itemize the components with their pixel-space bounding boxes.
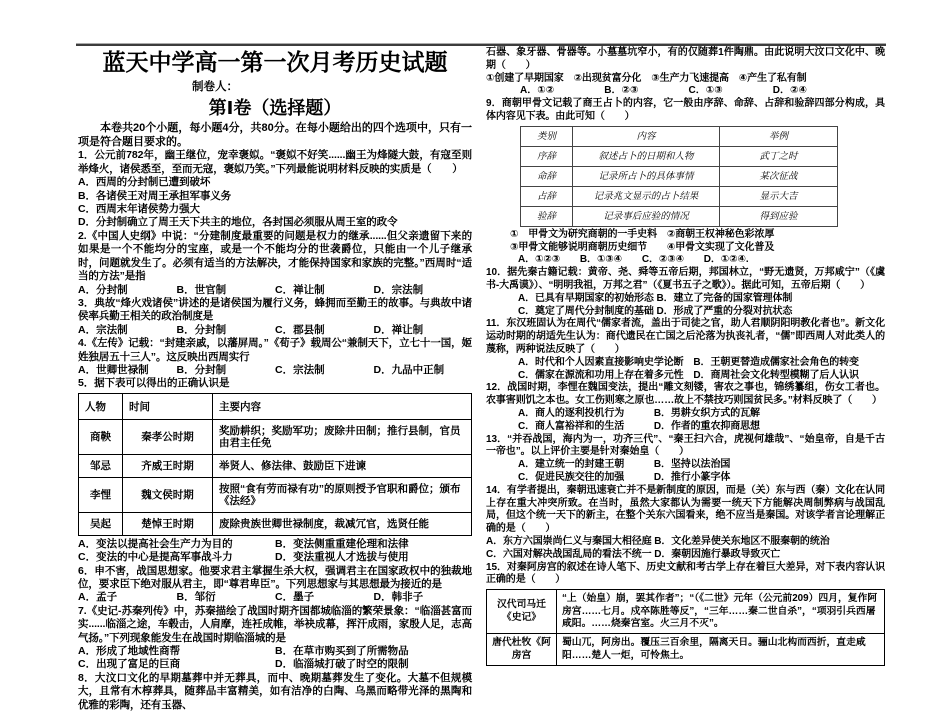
option-b: B．世官制 [176, 283, 227, 296]
option-d: D．韩非子 [373, 591, 424, 604]
question-11-options-cd: C．儒家在源流和功用上存在着多元性 D．商周社会文化转型模糊了后人认识 [518, 369, 859, 381]
question-1-option-b: B．各诸侯王对周王承担军事义务 [78, 189, 232, 202]
table-header-row [79, 393, 472, 419]
cell-content: 叙述占卜的日期和人物 [573, 146, 720, 166]
question-5-text: 5．据下表可以得出的正确认识是 [78, 377, 230, 390]
question-4-text: 4.《左传》记载：“封建亲戚，以藩屏周。”《荀子》载周公“兼制天下，立七十一国，姬姓独居五十三人”。这反映出西周实行 [78, 337, 472, 363]
question-3-text: 3．典故“烽火戏诸侯”讲述的是诸侯国为履行义务，蜂拥而至勤王的故事。与典故中诸侯率兵勤王相关的政治制度是 [78, 296, 472, 323]
question-2-text: 2.《中国人史纲》中说：“分建制度最重要的问题是权力的继承......但父亲遗留下来的如果是一个不能均分的宝座，或是一个不能均分的世袭爵位，只能由一个儿子继承时，问题就发生了。必须有适当的方法解决，才能保持国家和家族的完整。”西周时“适当的方法”是指 [78, 229, 472, 283]
cell-person: 邹忌 [79, 454, 123, 477]
header-person: 人物 [79, 393, 123, 419]
question-1-option-d: D．分封制确立了周王天下共主的地位，各封国必须服从周王室的政令 [78, 216, 398, 229]
question-9-options: A．①②③ B．①③④ C．②③④ D．①②④. [518, 254, 749, 266]
question-11-options-ab: A．时代和个人因素直接影响史学论断 B．王朝更替造成儒家社会角色的转变 [518, 356, 859, 368]
cell-content: 记录兆文显示的占卜结果 [573, 186, 720, 206]
question-13-options-cd: C．促进民族交往的加强 D．推行小篆字体 [518, 471, 731, 483]
question-1-option-a: A．西周的分封制已遭到破坏 [78, 176, 211, 189]
question-8-items: ①创建了早期国家 ②出现贫富分化 ③生产力飞速提高 ④产生了私有制 [486, 72, 807, 84]
cell-quote: 蜀山兀，阿房出。覆压三百余里，隔离天日。骊山北构而西折，直走咸阳……楚人一炬，可怜焦土。 [557, 634, 885, 666]
question-3-options [78, 324, 472, 337]
question-13-text: 13．“并吞战国，海内为一，功齐三代”、“秦王扫六合，虎视何雄哉”、“始皇帝，自是千古一帝也”。以上评价主要是针对秦始皇（ ） [486, 433, 885, 458]
option-a: A．①② [520, 85, 555, 97]
option-c: C．宗法制 [275, 363, 325, 376]
cell-person: 商鞅 [79, 419, 123, 454]
question-7-options-cd [78, 658, 472, 671]
header-content: 主要内容 [213, 393, 472, 419]
cell-time: 魏文侯时期 [123, 477, 213, 512]
cell-time: 楚悼王时期 [123, 512, 213, 535]
cell-time: 齐威王时期 [123, 454, 213, 477]
option-b: B．②③ [604, 85, 639, 97]
cell-category: 序辞 [521, 146, 573, 166]
table-row [521, 166, 838, 186]
cell-category: 验辞 [521, 206, 573, 226]
option-a: A．孟子 [78, 591, 118, 604]
question-8-options [486, 85, 885, 98]
option-b: B．变法侧重重建伦理和法律 [275, 537, 409, 550]
question-5-options-ab [78, 538, 472, 551]
option-c: C．①③ [688, 85, 723, 97]
cell-example: 显示大吉 [720, 186, 838, 206]
option-d: D．九品中正制 [373, 363, 445, 376]
question-7-options-ab [78, 645, 472, 658]
question-13-options-ab: A．建立统一的封建王朝 B．坚持以法治国 [518, 459, 731, 471]
cell-content: 举贤人、修法律、鼓励臣下进谏 [213, 454, 472, 477]
header-content: 内容 [573, 126, 720, 146]
option-c: C．变法的中心是提高军事战斗力 [78, 551, 233, 564]
question-10-options-cd: C．奠定了周代分封制度的基础 D．形成了严重的分裂对抗状态 [518, 305, 793, 317]
option-b: B．邹衍 [176, 591, 216, 604]
table-row [79, 512, 472, 535]
question-10-options-ab: A．已具有早期国家的初始形态 B．建立了完备的国家管理体制 [518, 292, 793, 304]
question-5-options-cd [78, 551, 472, 564]
question-1-option-c: C．西周末年诸侯势力强大 [78, 203, 200, 216]
cell-example: 得到应验 [720, 206, 838, 226]
option-d: D．临淄城打破了时空的限制 [275, 658, 409, 671]
header-time: 时间 [123, 393, 213, 419]
left-column [78, 47, 472, 712]
option-c: C．郡县制 [275, 323, 325, 336]
option-a: A．形成了地域性商帮 [78, 645, 181, 657]
option-c: C．墨子 [275, 591, 315, 604]
option-d: D．变法重视人才选拔与使用 [275, 551, 409, 564]
cell-content: 废除贵族世卿世禄制度，裁减冗官，选贤任能 [213, 512, 472, 535]
option-b: B．在草市购买到了所需物品 [275, 645, 409, 657]
exam-instructions: 本卷共20个小题，每小题4分，共80分。在每小题给出的四个选项中，只有一项是符合题目要求的。 [78, 122, 472, 148]
table-row [79, 419, 472, 454]
option-a: A．分封制 [78, 283, 128, 296]
option-d: D．宗法制 [373, 283, 424, 296]
cell-category: 占辞 [521, 186, 573, 206]
question-6-text: 6．申不害，战国思想家。他要求君主掌握生杀大权，强调君主在国家政权中的独裁地位，要求臣下绝对服从君主，即“尊君卑臣”。下列思想家与其思想最为接近的是 [78, 564, 472, 590]
question-12-options-cd: C．商人富裕祥和的生活 D．作者的重农抑商思想 [518, 420, 760, 432]
table-row [487, 634, 885, 666]
question-12-options-ab: A．商人的逐利投机行为 B．男耕女织方式的瓦解 [518, 407, 760, 419]
cell-content: 奖励耕织；奖励军功；废除井田制；推行县制，官员由君主任免 [213, 419, 472, 454]
right-column [486, 47, 885, 668]
cell-content: 记录所占卜的具体事情 [573, 166, 720, 186]
cell-category: 命辞 [521, 166, 573, 186]
table-row [521, 206, 838, 226]
question-14-text: 14．有学者提出，秦朝迅速衰亡并不是新制度的原因，而是（关）东与西（秦）文化在认同上存在重大冲突所致。在当时，虽然大家都认为需要一统天下方能解决周制弊病与战国乱局，但这个统一天下的新主，在整个关东六国看来，绝不应当是秦国。对该学者言论理解正确的是（ ） [486, 484, 885, 535]
table-row [521, 146, 838, 166]
exam-title: 蓝天中学高一第一次月考历史试题 [102, 49, 448, 75]
question-11-text: 11．东汉班固认为在周代“儒家者流，盖出于司徒之官，助人君顺阴阳明教化者也”。新文化运动时期的胡适先生认为：商代遗民在亡国之后沦落为执丧礼者，“儒”即西周人对此类人的蔑称，两种说法反映了（ ） [486, 318, 885, 355]
option-a: A．变法以提高社会生产力为目的 [78, 537, 233, 550]
question-9-items-34: ③甲骨文能够说明商朝历史细节 ④甲骨文实现了文化普及 [510, 241, 775, 253]
question-14-options-cd: C．六国对解决战国乱局的看法不统一 D．秦朝因施行暴政导致灭亡 [486, 548, 781, 560]
table-row [521, 186, 838, 206]
reformers-table [78, 393, 472, 536]
question-2-options [78, 284, 472, 297]
header-example: 举例 [720, 126, 838, 146]
section-title: 第Ⅰ卷（选择题） [208, 97, 342, 118]
question-14-options-ab: A．东方六国崇尚仁义与秦国大相径庭 B．文化差异使关东地区不服秦朝的统治 [486, 535, 830, 547]
question-4-options [78, 364, 472, 377]
option-a: A．世卿世禄制 [78, 363, 149, 376]
option-b: B．分封制 [176, 323, 227, 336]
cell-quote: “上（始皇）崩，罢其作者”；“（《二世》元年（公元前209）四月，复作阿房宫……七月。戍卒陈胜等反”，“三年……秦二世自杀”，“项羽引兵西屠咸阳。……烧秦宫室。火三月不灭”。 [557, 590, 885, 634]
option-c: C．禅让制 [275, 283, 325, 296]
cell-content: 按照“食有劳而禄有功”的原则授予官职和爵位；颁布《法经》 [213, 477, 472, 512]
question-9-items-12: ① 甲骨文为研究商朝的一手史料 ②商朝王权神秘色彩浓厚 [510, 228, 775, 240]
cell-content: 记录事后应验的情况 [573, 206, 720, 226]
table-row [487, 590, 885, 634]
cell-person: 李悝 [79, 477, 123, 512]
cell-example: 某次征战 [720, 166, 838, 186]
option-c: C．出现了富足的巨商 [78, 658, 181, 671]
cell-source: 汉代司马迁《史记》 [487, 590, 557, 634]
option-b: B．分封制 [176, 363, 227, 376]
question-1-text: 1．公元前782年，幽王继位，宠幸褒姒。“褒姒不好笑......幽王为烽隧大鼓，有寇至则举烽火，诸侯悉至，至而无寇，褒姒乃笑。”下列最能说明材料反映的实质是（ ） [78, 149, 472, 175]
option-a: A．宗法制 [78, 323, 128, 336]
cell-example: 武丁之时 [720, 146, 838, 166]
question-9-text: 9．商朝甲骨文记载了商王占卜的内容，它一般由序辞、命辞、占辞和验辞四部分构成，具体内容见下表。由此可知（ ） [486, 98, 885, 122]
option-d: D．②④ [772, 85, 807, 97]
table-header-row [521, 126, 838, 146]
question-10-text: 10．据先秦古籍记载：黄帝、尧、舜等五帝后期，邦国林立，“野无遗贤，万邦咸宁”（《虞书-大禹谟》）、“明明我祖，万邦之君”（《夏书五子之歌》）。据此可知，五帝后期（ ） [486, 267, 885, 291]
cell-time: 秦孝公时期 [123, 419, 213, 454]
cell-source: 唐代杜牧《阿房宫 [487, 634, 557, 666]
question-7-text: 7.《史记-苏秦列传》中，苏秦描绘了战国时期齐国都城临淄的繁荣景象：“临淄甚富而实......临淄之途，车毂击，人肩摩，连衽成帷，举袂成幕，挥汗成雨，家殷人足，志高气扬。”下列现象能发生在战国时期临淄城的是 [78, 604, 472, 644]
exam-maker-label: 制卷人： [192, 80, 238, 93]
question-8-text: 8．大汶口文化的早期墓葬中并无葬具，而中、晚期墓葬发生了变化。大墓不但规模大，且常有木椁葬具，随葬品丰富精美，如有洁净的白陶、乌黑而略带光泽的黑陶和优雅的彩陶，还有玉器、 [78, 671, 472, 711]
question-6-options [78, 591, 472, 604]
oracle-bone-table [520, 126, 838, 227]
epang-palace-table [486, 589, 885, 666]
question-8-continuation: 石器、象牙器、骨器等。小墓墓坑窄小，有的仅随葬1件陶鼎。由此说明大汶口文化中、晚期（ ） [486, 47, 885, 71]
cell-person: 吴起 [79, 512, 123, 535]
question-12-text: 12．战国时期，李悝在魏国变法，提出“雕文刻镂，害农之事也，锦绣纂组，伤女工者也。农事害则饥之本也。女工伤则寒之原也……故上不禁技巧则国贫民多。”材料反映了（ ） [486, 382, 885, 407]
page-top-rule [76, 43, 886, 46]
table-row [79, 477, 472, 512]
option-d: D．禅让制 [373, 323, 424, 336]
header-category: 类别 [521, 126, 573, 146]
table-row [79, 454, 472, 477]
question-15-text: 15．对秦阿房宫的叙述在诗人笔下、历史文献和考古学上存在着巨大差异，对下表内容认识正确的是（ ） [486, 561, 885, 586]
